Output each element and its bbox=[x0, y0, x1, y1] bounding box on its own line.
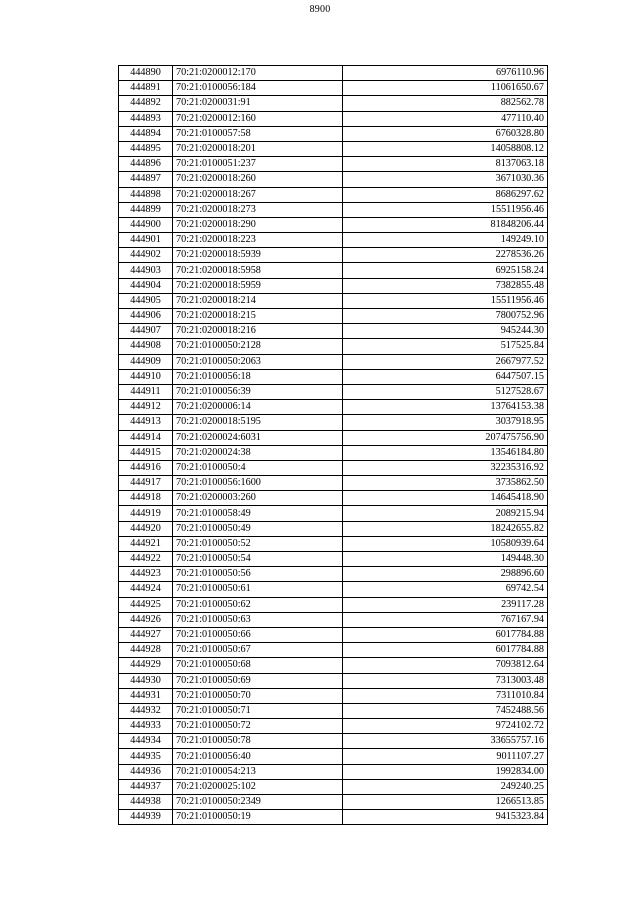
row-number-cell: 444892 bbox=[119, 96, 173, 111]
row-number-cell: 444915 bbox=[119, 445, 173, 460]
table-row bbox=[119, 324, 548, 339]
row-number-cell: 444926 bbox=[119, 612, 173, 627]
value-cell: 477110.40 bbox=[343, 111, 548, 126]
cadastral-number-cell: 70:21:0100058:49 bbox=[173, 506, 343, 521]
cadastral-number-cell: 70:21:0200018:214 bbox=[173, 293, 343, 308]
table-row bbox=[119, 582, 548, 597]
cadastral-number-cell: 70:21:0200003:260 bbox=[173, 491, 343, 506]
value-cell: 207475756.90 bbox=[343, 430, 548, 445]
table-row bbox=[119, 506, 548, 521]
value-cell: 6925158.24 bbox=[343, 263, 548, 278]
cadastral-number-cell: 70:21:0200018:5959 bbox=[173, 278, 343, 293]
row-number-cell: 444900 bbox=[119, 217, 173, 232]
cadastral-number-cell: 70:21:0200012:170 bbox=[173, 66, 343, 81]
value-cell: 32235316.92 bbox=[343, 460, 548, 475]
cadastral-number-cell: 70:21:0100050:61 bbox=[173, 582, 343, 597]
table-row bbox=[119, 278, 548, 293]
value-cell: 6976110.96 bbox=[343, 66, 548, 81]
value-cell: 81848206.44 bbox=[343, 217, 548, 232]
table-row bbox=[119, 460, 548, 475]
row-number-cell: 444924 bbox=[119, 582, 173, 597]
row-number-cell: 444917 bbox=[119, 476, 173, 491]
table-row bbox=[119, 96, 548, 111]
value-cell: 18242655.82 bbox=[343, 521, 548, 536]
value-cell: 13764153.38 bbox=[343, 400, 548, 415]
row-number-cell: 444925 bbox=[119, 597, 173, 612]
table-row bbox=[119, 309, 548, 324]
cadastral-number-cell: 70:21:0100050:56 bbox=[173, 567, 343, 582]
table-row bbox=[119, 749, 548, 764]
row-number-cell: 444930 bbox=[119, 673, 173, 688]
value-cell: 7452488.56 bbox=[343, 703, 548, 718]
value-cell: 2278536.26 bbox=[343, 248, 548, 263]
row-number-cell: 444913 bbox=[119, 415, 173, 430]
table-row bbox=[119, 430, 548, 445]
value-cell: 9724102.72 bbox=[343, 719, 548, 734]
row-number-cell: 444899 bbox=[119, 202, 173, 217]
table-row bbox=[119, 643, 548, 658]
value-cell: 7382855.48 bbox=[343, 278, 548, 293]
row-number-cell: 444934 bbox=[119, 734, 173, 749]
table-row bbox=[119, 217, 548, 232]
value-cell: 2667977.52 bbox=[343, 354, 548, 369]
row-number-cell: 444935 bbox=[119, 749, 173, 764]
cadastral-number-cell: 70:21:0100050:71 bbox=[173, 703, 343, 718]
table-row bbox=[119, 521, 548, 536]
row-number-cell: 444937 bbox=[119, 779, 173, 794]
row-number-cell: 444921 bbox=[119, 536, 173, 551]
table-row bbox=[119, 627, 548, 642]
row-number-cell: 444912 bbox=[119, 400, 173, 415]
value-cell: 3735862.50 bbox=[343, 476, 548, 491]
table-row bbox=[119, 187, 548, 202]
value-cell: 882562.78 bbox=[343, 96, 548, 111]
row-number-cell: 444891 bbox=[119, 81, 173, 96]
row-number-cell: 444928 bbox=[119, 643, 173, 658]
table-row bbox=[119, 263, 548, 278]
cadastral-number-cell: 70:21:0200018:5939 bbox=[173, 248, 343, 263]
table-row bbox=[119, 233, 548, 248]
table-row bbox=[119, 688, 548, 703]
value-cell: 13546184.80 bbox=[343, 445, 548, 460]
table-row bbox=[119, 567, 548, 582]
table-row bbox=[119, 703, 548, 718]
row-number-cell: 444896 bbox=[119, 157, 173, 172]
row-number-cell: 444898 bbox=[119, 187, 173, 202]
cadastral-number-cell: 70:21:0200012:160 bbox=[173, 111, 343, 126]
value-cell: 6017784.88 bbox=[343, 627, 548, 642]
cadastral-number-cell: 70:21:0100050:62 bbox=[173, 597, 343, 612]
row-number-cell: 444938 bbox=[119, 795, 173, 810]
table-row bbox=[119, 384, 548, 399]
cadastral-number-cell: 70:21:0100050:52 bbox=[173, 536, 343, 551]
cadastral-number-cell: 70:21:0100056:40 bbox=[173, 749, 343, 764]
cadastral-number-cell: 70:21:0100056:184 bbox=[173, 81, 343, 96]
row-number-cell: 444902 bbox=[119, 248, 173, 263]
table-row bbox=[119, 81, 548, 96]
value-cell: 3671030.36 bbox=[343, 172, 548, 187]
value-cell: 15511956.46 bbox=[343, 293, 548, 308]
cadastral-number-cell: 70:21:0100050:19 bbox=[173, 810, 343, 825]
table-row bbox=[119, 536, 548, 551]
table-row bbox=[119, 66, 548, 81]
row-number-cell: 444918 bbox=[119, 491, 173, 506]
row-number-cell: 444905 bbox=[119, 293, 173, 308]
row-number-cell: 444909 bbox=[119, 354, 173, 369]
cadastral-number-cell: 70:21:0100050:78 bbox=[173, 734, 343, 749]
cadastral-number-cell: 70:21:0100050:2063 bbox=[173, 354, 343, 369]
value-cell: 5127528.67 bbox=[343, 384, 548, 399]
value-cell: 1992834.00 bbox=[343, 764, 548, 779]
value-cell: 7800752.96 bbox=[343, 309, 548, 324]
row-number-cell: 444931 bbox=[119, 688, 173, 703]
table-row bbox=[119, 476, 548, 491]
value-cell: 33655757.16 bbox=[343, 734, 548, 749]
value-cell: 1266513.85 bbox=[343, 795, 548, 810]
table-row bbox=[119, 597, 548, 612]
cadastral-number-cell: 70:21:0200006:14 bbox=[173, 400, 343, 415]
table-row bbox=[119, 172, 548, 187]
table-row bbox=[119, 445, 548, 460]
cadastral-number-cell: 70:21:0200018:223 bbox=[173, 233, 343, 248]
cadastral-number-cell: 70:21:0200031:91 bbox=[173, 96, 343, 111]
cadastral-number-cell: 70:21:0100056:39 bbox=[173, 384, 343, 399]
row-number-cell: 444906 bbox=[119, 309, 173, 324]
value-cell: 517525.84 bbox=[343, 339, 548, 354]
table-row bbox=[119, 764, 548, 779]
table-row bbox=[119, 673, 548, 688]
cadastral-number-cell: 70:21:0100057:58 bbox=[173, 126, 343, 141]
cadastral-number-cell: 70:21:0100050:72 bbox=[173, 719, 343, 734]
table-row bbox=[119, 354, 548, 369]
row-number-cell: 444895 bbox=[119, 141, 173, 156]
cadastral-number-cell: 70:21:0200025:102 bbox=[173, 779, 343, 794]
cadastral-number-cell: 70:21:0200018:215 bbox=[173, 309, 343, 324]
table-row bbox=[119, 111, 548, 126]
table-row bbox=[119, 415, 548, 430]
cadastral-number-cell: 70:21:0100050:66 bbox=[173, 627, 343, 642]
cadastral-number-cell: 70:21:0100050:2128 bbox=[173, 339, 343, 354]
value-cell: 149448.30 bbox=[343, 552, 548, 567]
table-row bbox=[119, 779, 548, 794]
table-row bbox=[119, 491, 548, 506]
value-cell: 8686297.62 bbox=[343, 187, 548, 202]
cadastral-number-cell: 70:21:0200018:216 bbox=[173, 324, 343, 339]
value-cell: 6447507.15 bbox=[343, 369, 548, 384]
value-cell: 767167.94 bbox=[343, 612, 548, 627]
row-number-cell: 444916 bbox=[119, 460, 173, 475]
cadastral-number-cell: 70:21:0100056:1600 bbox=[173, 476, 343, 491]
value-cell: 8137063.18 bbox=[343, 157, 548, 172]
table-row bbox=[119, 339, 548, 354]
cadastral-number-cell: 70:21:0200018:260 bbox=[173, 172, 343, 187]
value-cell: 14645418.90 bbox=[343, 491, 548, 506]
table-row bbox=[119, 612, 548, 627]
row-number-cell: 444922 bbox=[119, 552, 173, 567]
table-row bbox=[119, 552, 548, 567]
table-row bbox=[119, 795, 548, 810]
cadastral-number-cell: 70:21:0100050:4 bbox=[173, 460, 343, 475]
cadastral-number-cell: 70:21:0200018:290 bbox=[173, 217, 343, 232]
row-number-cell: 444927 bbox=[119, 627, 173, 642]
cadastral-number-cell: 70:21:0200018:201 bbox=[173, 141, 343, 156]
value-cell: 6017784.88 bbox=[343, 643, 548, 658]
table-row bbox=[119, 157, 548, 172]
table-row bbox=[119, 141, 548, 156]
row-number-cell: 444901 bbox=[119, 233, 173, 248]
cadastral-number-cell: 70:21:0200018:5195 bbox=[173, 415, 343, 430]
row-number-cell: 444894 bbox=[119, 126, 173, 141]
cadastral-number-cell: 70:21:0200024:6031 bbox=[173, 430, 343, 445]
row-number-cell: 444920 bbox=[119, 521, 173, 536]
table-row bbox=[119, 248, 548, 263]
value-cell: 10580939.64 bbox=[343, 536, 548, 551]
row-number-cell: 444890 bbox=[119, 66, 173, 81]
row-number-cell: 444911 bbox=[119, 384, 173, 399]
cadastral-number-cell: 70:21:0200018:5958 bbox=[173, 263, 343, 278]
table-row bbox=[119, 734, 548, 749]
cadastral-number-cell: 70:21:0100050:67 bbox=[173, 643, 343, 658]
cadastral-number-cell: 70:21:0100050:49 bbox=[173, 521, 343, 536]
value-cell: 7313003.48 bbox=[343, 673, 548, 688]
value-cell: 945244.30 bbox=[343, 324, 548, 339]
row-number-cell: 444929 bbox=[119, 658, 173, 673]
row-number-cell: 444903 bbox=[119, 263, 173, 278]
value-cell: 14058808.12 bbox=[343, 141, 548, 156]
cadastral-number-cell: 70:21:0100050:68 bbox=[173, 658, 343, 673]
value-cell: 69742.54 bbox=[343, 582, 548, 597]
cadastral-number-cell: 70:21:0100051:237 bbox=[173, 157, 343, 172]
cadastral-number-cell: 70:21:0100056:18 bbox=[173, 369, 343, 384]
value-cell: 11061650.67 bbox=[343, 81, 548, 96]
row-number-cell: 444923 bbox=[119, 567, 173, 582]
table-row bbox=[119, 810, 548, 825]
row-number-cell: 444914 bbox=[119, 430, 173, 445]
cadastral-number-cell: 70:21:0100050:69 bbox=[173, 673, 343, 688]
row-number-cell: 444897 bbox=[119, 172, 173, 187]
value-cell: 15511956.46 bbox=[343, 202, 548, 217]
value-cell: 9011107.27 bbox=[343, 749, 548, 764]
cadastral-number-cell: 70:21:0200018:267 bbox=[173, 187, 343, 202]
value-cell: 2089215.94 bbox=[343, 506, 548, 521]
value-cell: 3037918.95 bbox=[343, 415, 548, 430]
table-row bbox=[119, 658, 548, 673]
value-cell: 239117.28 bbox=[343, 597, 548, 612]
row-number-cell: 444908 bbox=[119, 339, 173, 354]
table-row bbox=[119, 202, 548, 217]
row-number-cell: 444893 bbox=[119, 111, 173, 126]
row-number-cell: 444932 bbox=[119, 703, 173, 718]
row-number-cell: 444907 bbox=[119, 324, 173, 339]
cadastral-number-cell: 70:21:0100054:213 bbox=[173, 764, 343, 779]
cadastral-value-table bbox=[118, 65, 548, 825]
table-row bbox=[119, 719, 548, 734]
value-cell: 9415323.84 bbox=[343, 810, 548, 825]
cadastral-number-cell: 70:21:0200018:273 bbox=[173, 202, 343, 217]
row-number-cell: 444939 bbox=[119, 810, 173, 825]
table-row bbox=[119, 369, 548, 384]
cadastral-number-cell: 70:21:0100050:2349 bbox=[173, 795, 343, 810]
value-cell: 6760328.80 bbox=[343, 126, 548, 141]
value-cell: 298896.60 bbox=[343, 567, 548, 582]
value-cell: 7311010.84 bbox=[343, 688, 548, 703]
row-number-cell: 444919 bbox=[119, 506, 173, 521]
value-cell: 249240.25 bbox=[343, 779, 548, 794]
cadastral-number-cell: 70:21:0200024:38 bbox=[173, 445, 343, 460]
table-row bbox=[119, 126, 548, 141]
value-cell: 7093812.64 bbox=[343, 658, 548, 673]
cadastral-number-cell: 70:21:0100050:54 bbox=[173, 552, 343, 567]
table-body bbox=[119, 66, 548, 825]
row-number-cell: 444933 bbox=[119, 719, 173, 734]
cadastral-number-cell: 70:21:0100050:63 bbox=[173, 612, 343, 627]
cadastral-number-cell: 70:21:0100050:70 bbox=[173, 688, 343, 703]
row-number-cell: 444910 bbox=[119, 369, 173, 384]
page-number: 8900 bbox=[309, 4, 331, 15]
row-number-cell: 444904 bbox=[119, 278, 173, 293]
table-row bbox=[119, 293, 548, 308]
table-row bbox=[119, 400, 548, 415]
row-number-cell: 444936 bbox=[119, 764, 173, 779]
value-cell: 149249.10 bbox=[343, 233, 548, 248]
